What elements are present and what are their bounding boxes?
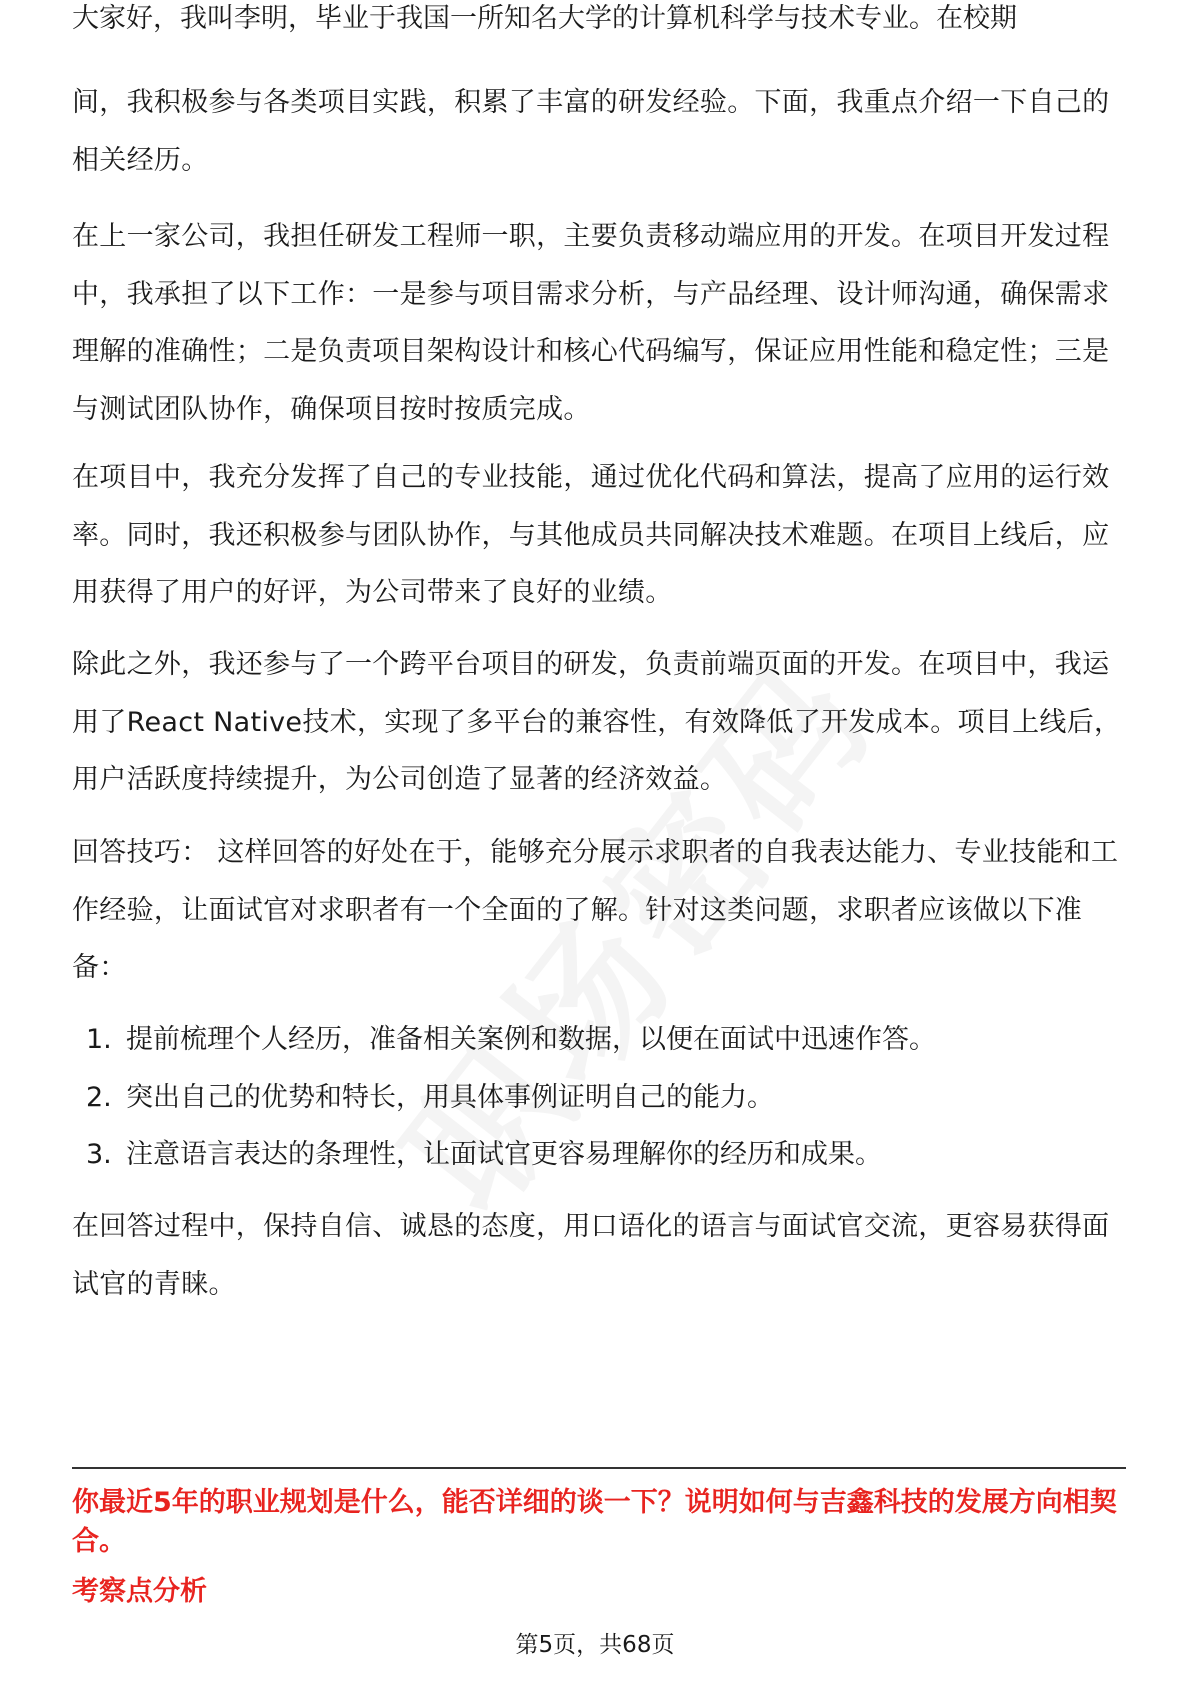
paragraph-previous-company: 在上一家公司，我担任研发工程师一职，主要负责移动端应用的开发。在项目开发过程中，我承担了以下工作：一是参与项目需求分析，与产品经理、设计师沟通，确保需求理解的准确性；二是负责项目架构设计和核心代码编写，保证应用性能和稳定性；三是与测试团队协作，确保项目按时按质完成。 (72, 221, 1110, 425)
cut-off-top-line (72, 3, 1122, 41)
list-item (72, 1126, 1122, 1184)
section-divider (72, 1467, 1126, 1469)
paragraph-answer-tips: 回答技巧： 这样回答的好处在于，能够充分展示求职者的自我表达能力、专业技能和工作经验，让面试官对求职者有一个全面的了解。针对这类问题，求职者应该做以下准备： (72, 837, 1119, 983)
list-item-number: 1. (86, 1024, 112, 1055)
cut-off-line-text: 大家好，我叫李明，毕业于我国一所知名大学的计算机科学与技术专业。在校期 (72, 3, 1017, 34)
list-item-number: 2. (86, 1081, 112, 1113)
tips-list (72, 1011, 1122, 1184)
paragraph-project-skills: 在项目中，我充分发挥了自己的专业技能，通过优化代码和算法，提高了应用的运行效率。同时，我还积极参与团队协作，与其他成员共同解决技术难题。在项目上线后，应用获得了用户的好评，为公司带来了良好的业绩。 (72, 462, 1110, 608)
list-item-text: 提前梳理个人经历，准备相关案例和数据，以便在面试中迅速作答。 (126, 1024, 936, 1055)
list-item-text: 注意语言表达的条理性，让面试官更容易理解你的经历和成果。 (126, 1139, 882, 1170)
list-item-text: 突出自己的优势和特长，用具体事例证明自己的能力。 (126, 1081, 774, 1113)
analysis-subheading: 考察点分析 (72, 1576, 207, 1607)
next-question-heading: 你最近5年的职业规划是什么，能否详细的谈一下？说明如何与吉鑫科技的发展方向相契合。 (72, 1487, 1117, 1557)
list-item (72, 1011, 1122, 1069)
paragraph-cross-platform: 除此之外，我还参与了一个跨平台项目的研发，负责前端页面的开发。在项目中，我运用了React Native技术，实现了多平台的兼容性，有效降低了开发成本。项目上线后，用户活跃度持续提升，为公司创造了显著的经济效益。 (72, 649, 1122, 795)
list-item-number: 3. (86, 1139, 112, 1170)
paragraph-closing: 在回答过程中，保持自信、诚恳的态度，用口语化的语言与面试官交流，更容易获得面试官的青睐。 (72, 1211, 1110, 1300)
paragraph-intro-continued: 间，我积极参与各类项目实践，积累了丰富的研发经验。下面，我重点介绍一下自己的相关经历。 (72, 87, 1110, 176)
page-footer: 第5页，共68页 (515, 1632, 675, 1658)
list-item (72, 1069, 1122, 1127)
